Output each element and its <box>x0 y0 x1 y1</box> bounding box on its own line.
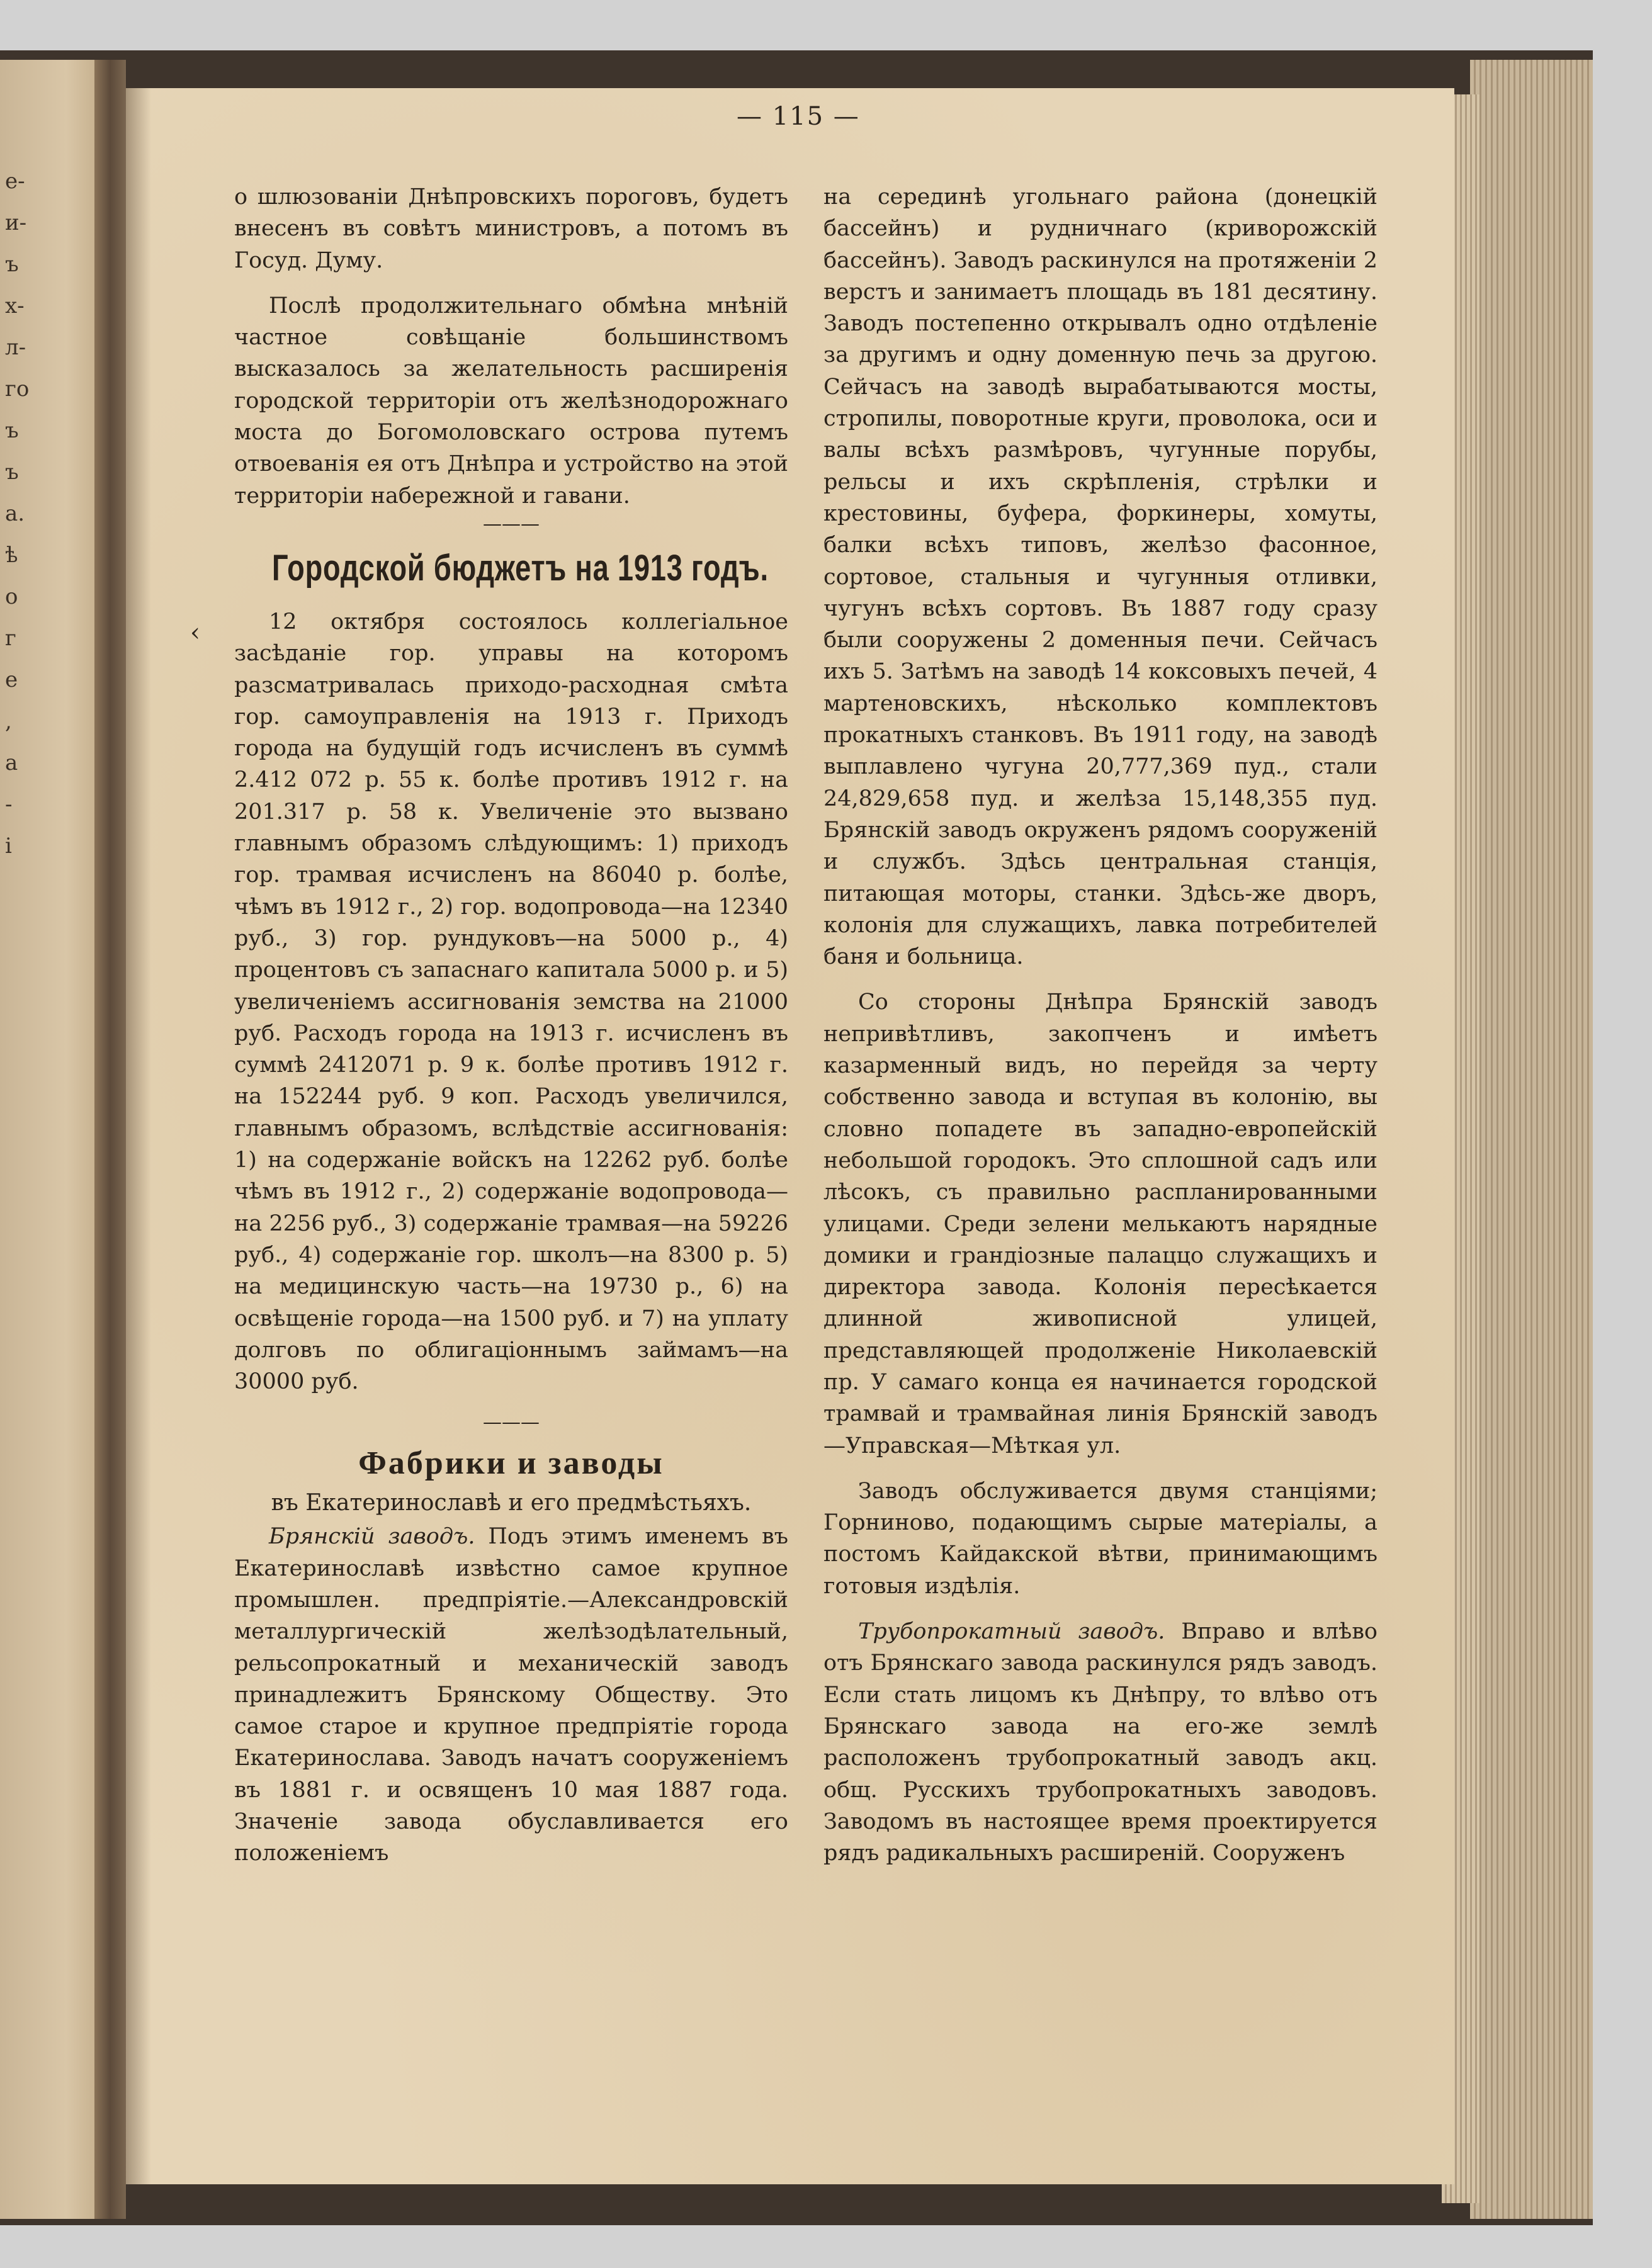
left-page-fragment: л- <box>5 335 26 360</box>
bryansk-plant-lead: Брянскій заводъ. <box>269 1524 475 1550</box>
left-page-fragment: и- <box>5 210 27 235</box>
left-page-fragment: е- <box>5 169 25 194</box>
page-shadow <box>126 88 151 2184</box>
pipe-rolling-plant-lead: Трубопрокатный заводъ. <box>858 1619 1165 1645</box>
margin-mark: ‹ <box>190 618 200 647</box>
left-page-fragment: го <box>5 376 30 402</box>
left-page-fragment: г <box>5 626 16 651</box>
left-page-fragment: і <box>5 833 12 859</box>
left-page-fragment: а. <box>5 501 25 526</box>
page-number: — 115 — <box>737 102 860 131</box>
column-right <box>823 181 1378 1869</box>
section-divider: ——— <box>483 512 540 535</box>
paragraph-territory-expansion: Послѣ продолжительнаго обмѣна мнѣній частное совѣщаніе большинствомъ высказалось за желательность расширенія городской территоріи отъ желѣзнодорожнаго моста до Богомоловскаго острова путемъ отвоеванія ея отъ Днѣпра и устройство на этой территоріи набережной и гавани. <box>234 293 788 509</box>
left-page <box>0 60 110 2219</box>
left-page-fragment: ъ <box>5 252 19 277</box>
book-gutter <box>94 60 126 2219</box>
heading-city-budget: Городской бюджетъ на 1913 годъ. <box>272 547 769 589</box>
left-page-fragment: х- <box>5 293 25 319</box>
left-page-fragment: е <box>5 667 18 692</box>
left-page-fragment: о <box>5 584 18 609</box>
paragraph-dnieper-rapids: о шлюзованіи Днѣпровскихъ пороговъ, будетъ внесенъ въ совѣтъ министровъ, а потомъ въ Госуд. Думу. <box>234 184 788 273</box>
subheading-factories: въ Екатеринославѣ и его предмѣстьяхъ. <box>271 1490 752 1516</box>
paragraph-bryansk-plant <box>234 1521 788 1869</box>
left-page-fragment: , <box>5 709 12 734</box>
left-page-fragments <box>5 161 43 867</box>
paragraph-plant-colony: Со стороны Днѣпра Брянскій заводъ непривѣтливъ, закопченъ и имѣетъ казарменный видъ, но перейдя за черту собственно завода и вступая въ колонію, вы словно попадете въ западно-европейскій небольшой городокъ. Это сплошной садъ или лѣсокъ, съ правильно распланированными улицами. Среди зелени мелькаютъ нарядные домики и грандіозные палаццо служащихъ и директора завода. Колонія пересѣкается длинной живописной улицей, представляющей продолженіе Николаевскій пр. У самаго конца ея начинается городской трамвай и трамвайная линія Брянскій заводъ—Управская—Мѣткая ул. <box>823 990 1378 1458</box>
left-page-fragment: ъ <box>5 418 19 443</box>
page-edges <box>1470 60 1593 2219</box>
paragraph-pipe-rolling-plant <box>823 1616 1378 1869</box>
column-left <box>234 181 788 1870</box>
bryansk-plant-text: Подъ этимъ именемъ въ Екатеринославѣ извѣстно самое крупное промышлен. предпріятіе.—Александровскій металлургическій желѣзодѣлательный, рельсопрокатный и механическій заводъ принадлежитъ Брянскому Обществу. Это самое старое и крупное предпріятіе города Екатеринослава. Заводъ начатъ сооруженіемъ въ 1881 г. и освященъ 10 мая 1887 года. Значеніе завода обуславливается его положеніемъ <box>234 1524 788 1866</box>
paragraph-budget: 12 октября состоялось коллегіальное засѣданіе гор. управы на которомъ разсматривалась приходо-расходная смѣта гор. самоуправленія на 1913 г. Приходъ города на будущій годъ исчисленъ въ суммѣ 2.412 072 р. 55 к. болѣе противъ 1912 г. на 201.317 р. 58 к. Увеличеніе это вызвано главнымъ образомъ слѣдующимъ: 1) приходъ гор. трамвая исчисленъ на 86040 р. болѣе, чѣмъ въ 1912 г., 2) гор. водопровода—на 12340 руб., 3) гор. рундуковъ—на 5000 р., 4) процентовъ съ запаснаго капитала 5000 р. и 5) увеличеніемъ ассигнованія земства на 21000 руб. Расходъ города на 1913 г. исчисленъ въ суммѣ 2412071 р. 9 к. болѣе противъ 1912 г. на 152244 руб. 9 коп. Расходъ увеличился, главнымъ образомъ, вслѣдствіе ассигнованія: 1) на содержаніе войскъ на 12262 руб. болѣе чѣмъ въ 1912 г., 2) содержаніе водопровода—на 2256 руб., 3) содержаніе трамвая—на 59226 руб., 4) содержаніе гор. школъ—на 8300 р. 5) на медицинскую часть—на 19730 р., 6) на освѣщеніе города—на 1500 руб. и 7) на уплату долговъ по облигаціоннымъ займамъ—на 30000 руб. <box>234 609 788 1395</box>
left-page-fragment: ѣ <box>5 543 18 568</box>
pipe-rolling-plant-text: Вправо и влѣво отъ Брянскаго завода раскинулся рядъ заводъ. Если стать лицомъ къ Днѣпру, то влѣво отъ Брянскаго завода на его-же землѣ расположенъ трубопрокатный заводъ акц. общ. Русскихъ трубопрокатныхъ заводовъ. Заводомъ въ настоящее время проектируется рядъ радикальныхъ расширеній. Сооруженъ <box>823 1619 1378 1866</box>
heading-factories: Фабрики и заводы <box>358 1445 664 1482</box>
left-page-fragment: а <box>5 750 18 776</box>
left-page-fragment: - <box>5 792 13 817</box>
paragraph-plant-production: на серединѣ угольнаго района (донецкій бассейнъ) и рудничнаго (криворожскій бассейнъ). Заводъ раскинулся на протяженіи 2 верстъ и занимаетъ площадь въ 181 десятину. Заводъ постепенно открывалъ одно отдѣленіе за другимъ и одну доменную печь за другою. Сейчасъ на заводѣ вырабатываются мосты, стропилы, поворотные круги, проволока, оси и валы всѣхъ размѣровъ, чугунные порубы, рельсы и ихъ скрѣпленія, стрѣлки и крестовины, буфера, форкинеры, хомуты, балки всѣхъ типовъ, желѣзо фасонное, сортовое, стальныя и чугунныя отливки, чугунъ всѣхъ сортовъ. Въ 1887 году сразу были сооружены 2 доменныя печи. Сейчасъ ихъ 5. Затѣмъ на заводѣ 14 коксовыхъ печей, 4 мартеновскихъ, нѣсколько комплектовъ прокатныхъ станковъ. Въ 1911 году, на заводѣ выплавлено чугуна 20,777,369 пуд., стали 24,829,658 пуд. и желѣза 15,148,355 пуд. Брянскій заводъ окруженъ рядомъ сооруженій и службъ. Здѣсь центральная станція, питающая моторы, станки. Здѣсь-же дворъ, колонія для служащихъ, лавка потребителей баня и больница. <box>823 184 1378 970</box>
paragraph-plant-stations: Заводъ обслуживается двумя станціями; Горниново, подающимъ сырые матеріалы, а постомъ Кайдакской вѣтви, принимающимъ готовыя издѣлія. <box>823 1478 1378 1599</box>
section-divider: ——— <box>483 1411 540 1434</box>
left-page-fragment: ъ <box>5 460 19 485</box>
